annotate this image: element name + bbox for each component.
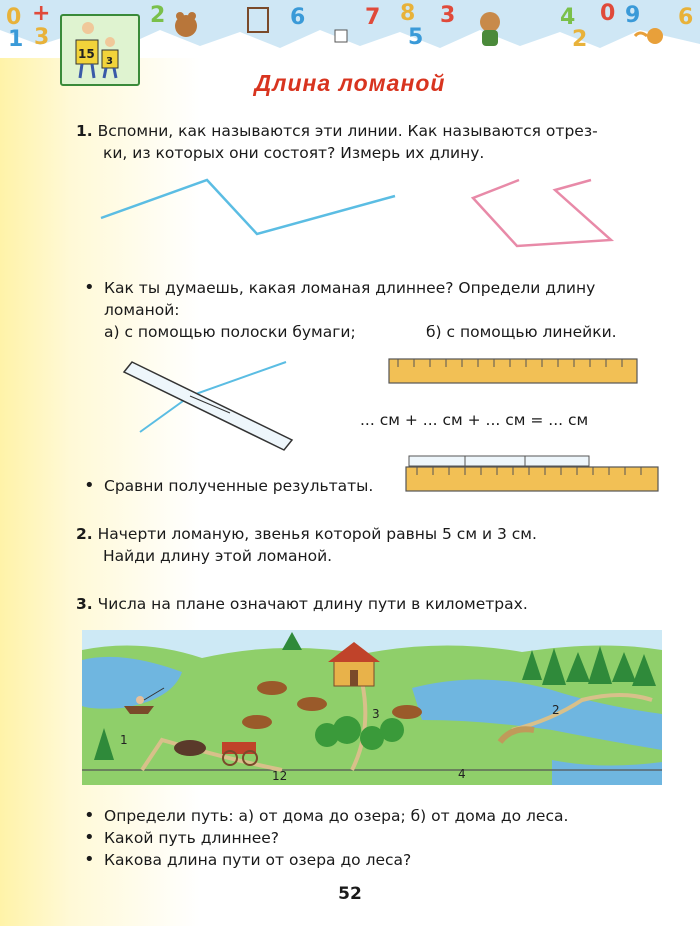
- banner-digit: 2: [572, 27, 588, 52]
- question-line-1: • Как ты думаешь, какая ломаная длиннее? Определи длину: [104, 277, 664, 299]
- option-a: а) с помощью полоски бумаги;: [104, 323, 356, 341]
- task-2-line-1: Начерти ломаную, звенья которой равны 5 см и 3 см.: [97, 525, 537, 543]
- compare-results: • Сравни полученные результаты.: [104, 475, 373, 497]
- map-label: 3: [372, 707, 380, 721]
- question-longer: • Какой путь длиннее?: [104, 827, 674, 849]
- task-number: 2.: [76, 525, 93, 543]
- badge-number-big: 15: [78, 47, 95, 61]
- task-1-line-1: Вспомни, как называются эти линии. Как называются отрез-: [97, 122, 598, 140]
- banner-digit: 0: [6, 5, 22, 30]
- badge-number-small: 3: [106, 56, 113, 67]
- length-formula: ... см + ... см + ... см = ... см: [360, 411, 589, 429]
- question-path: • Определи путь: а) от дома до озера; б) от дома до леса.: [104, 805, 674, 827]
- banner-digit: 1: [8, 27, 24, 52]
- final-questions: [104, 805, 674, 871]
- pink-polyline: [473, 180, 611, 246]
- ruler-with-strip: [405, 455, 660, 495]
- banner-digit: 8: [400, 1, 416, 26]
- banner-digit: 0: [600, 1, 616, 26]
- map-label: 1: [120, 733, 128, 747]
- task-2: [76, 523, 676, 567]
- page-number: 52: [338, 884, 362, 904]
- banner-digit: 2: [150, 3, 166, 28]
- banner-digit: 7: [365, 5, 381, 30]
- banner-digit: 3: [440, 3, 456, 28]
- task-number: 1.: [76, 122, 93, 140]
- banner-digit: 6: [678, 5, 694, 30]
- page-title: Длина ломаной: [254, 70, 446, 96]
- map-label: 12: [272, 769, 288, 783]
- map-label: 4: [458, 767, 466, 781]
- task-2-line-2: Найди длину этой ломаной.: [103, 547, 333, 565]
- task-3-line-1: Числа на плане означают длину пути в километрах.: [97, 595, 528, 613]
- landscape-plan: [82, 630, 662, 785]
- question-block: [104, 277, 664, 343]
- banner-digit: +: [32, 1, 51, 26]
- banner-digit: 5: [408, 25, 424, 50]
- task-3: [76, 593, 676, 615]
- banner-digit: 6: [290, 5, 306, 30]
- polylines-figure: [95, 172, 635, 262]
- option-b: б) с помощью линейки.: [426, 323, 617, 341]
- paper-strip-figure: [120, 358, 300, 458]
- ruler-icon: [388, 358, 638, 384]
- map-label: 2: [552, 703, 560, 717]
- banner-digit: 4: [560, 5, 576, 30]
- task-1-line-2: ки, из которых они состоят? Измерь их длину.: [103, 144, 485, 162]
- question-lake-forest: • Какова длина пути от озера до леса?: [104, 849, 674, 871]
- task-1: [76, 120, 676, 164]
- banner-digit: 3: [34, 25, 50, 50]
- banner-digit: 9: [625, 3, 641, 28]
- task-number: 3.: [76, 595, 93, 613]
- blue-polyline: [101, 180, 395, 234]
- question-line-2: ломаной:: [104, 301, 180, 319]
